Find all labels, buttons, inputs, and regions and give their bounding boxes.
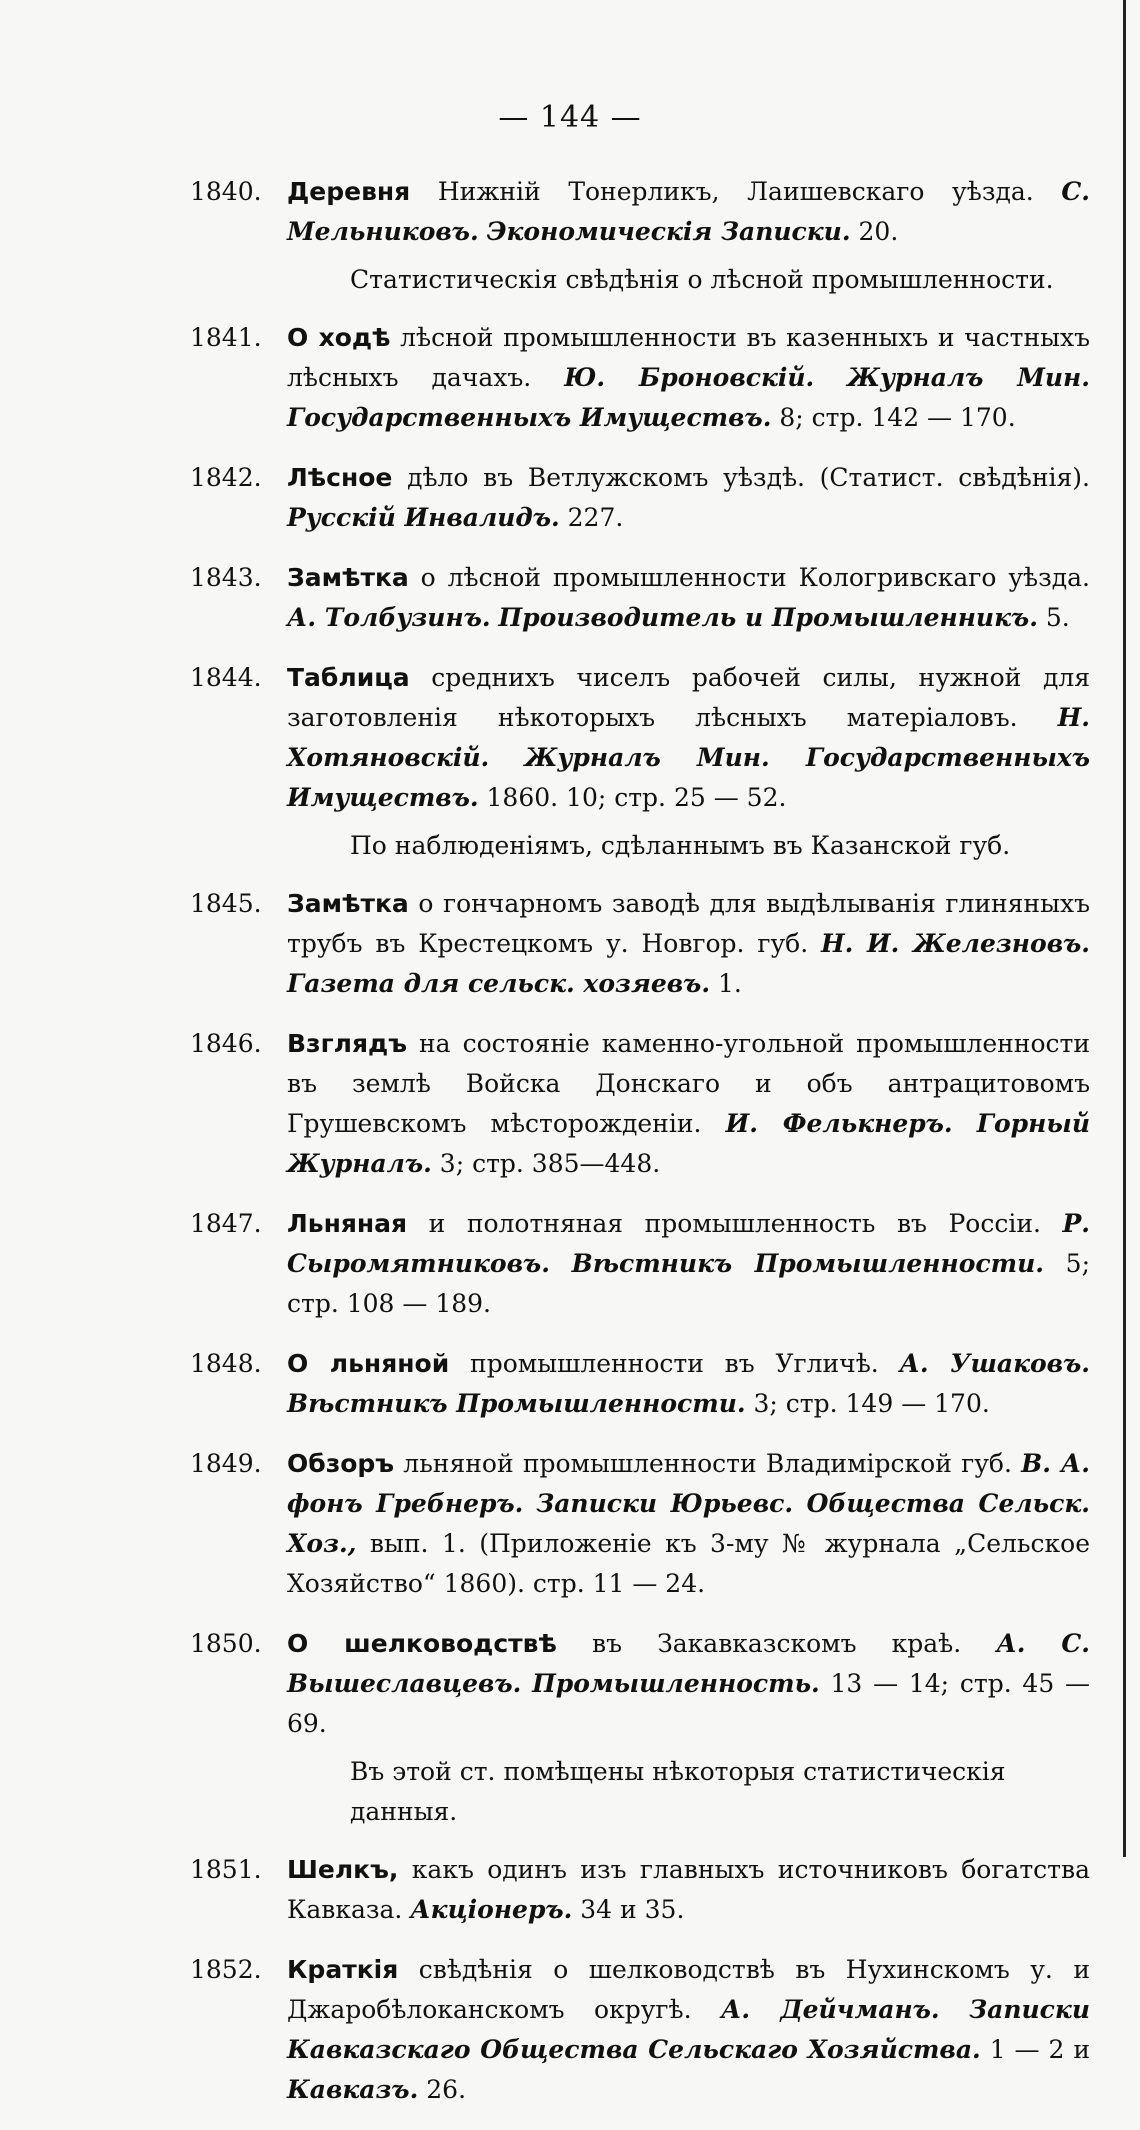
entry-author: Н. И. Железновъ.	[821, 929, 1091, 958]
entry-text: какъ одинъ изъ главныхъ источниковъ богатства Кавказа.	[287, 1855, 1090, 1924]
entry-citation: 5.	[1037, 603, 1070, 632]
entry-text: промышленности въ Угличѣ.	[449, 1349, 900, 1378]
bibliography-entry	[190, 1344, 1090, 1424]
entry-author: С. Мельниковъ.	[287, 177, 1090, 246]
entry-citation: 1 — 2 и	[980, 2035, 1091, 2064]
entry-number: 1844.	[190, 663, 262, 692]
entry-text: лѣсной промышленности въ казенныхъ и частныхъ лѣсныхъ дачахъ.	[287, 323, 1091, 392]
page-number: — 144 —	[498, 100, 642, 135]
entry-body	[287, 1344, 1090, 1424]
entry-citation: 8; стр. 142 — 170.	[771, 403, 1016, 432]
bibliography-entry	[190, 1850, 1090, 1930]
entry-note: Въ этой ст. помѣщены нѣкоторыя статистическія данныя.	[350, 1757, 1006, 1826]
entry-number: 1842.	[190, 463, 262, 492]
entry-author: А. Толбузинъ.	[287, 603, 491, 632]
bibliography-entry	[190, 558, 1090, 638]
entry-note: Статистическія свѣдѣнія о лѣсной промышленности.	[350, 265, 1054, 294]
entry-text: свѣдѣнія о шелководствѣ въ Нухинскомъ у. и Джаробѣлоканскомъ округѣ.	[287, 1955, 1090, 2024]
entry-body	[287, 1950, 1090, 2110]
entry-number: 1848.	[190, 1349, 262, 1378]
entry-lead-word: Лѣсное	[287, 463, 393, 492]
entry-body	[287, 884, 1090, 1004]
entry-citation: 5; стр. 108 — 189.	[287, 1249, 1091, 1318]
entry-lead-word: Льняная	[287, 1209, 408, 1238]
entry-citation: 3; стр. 149 — 170.	[745, 1389, 990, 1418]
entry-source: Записки Юрьевс. Общества Сельск. Хоз.,	[287, 1489, 1090, 1558]
entry-text: льняной промышленности Владимірской губ.	[394, 1449, 1022, 1478]
entry-text: Нижній Тонерликъ, Лаишевскаго уѣзда.	[410, 177, 1062, 206]
bibliography-entry	[190, 1624, 1090, 1744]
bibliography-entry	[190, 458, 1090, 538]
entry-author: Р. Сыромятниковъ.	[287, 1209, 1090, 1278]
entry-body	[287, 1204, 1090, 1324]
bibliography-entry	[190, 658, 1090, 818]
entry-body	[287, 458, 1090, 538]
entry-author: А. С. Вышеславцевъ.	[287, 1629, 1090, 1698]
entry-author: Ю. Броновскій.	[564, 363, 815, 392]
entry-citation: 13 — 14; стр. 45 — 69.	[287, 1669, 1090, 1738]
entry-text: въ Закавказскомъ краѣ.	[556, 1629, 997, 1658]
entry-lead-word: Замѣтка	[287, 889, 409, 918]
entry-lead-word: Замѣтка	[287, 563, 409, 592]
bibliography-list	[190, 172, 1090, 2130]
entry-text: на состояніе каменно-угольной промышленности въ землѣ Войска Донскаго и объ антрацитовомъ Грушевскомъ мѣсторожденіи.	[287, 1029, 1090, 1138]
entry-citation: 20.	[850, 217, 899, 246]
entry-citation-secondary: 26.	[418, 2075, 467, 2104]
entry-body	[287, 1024, 1090, 1184]
entry-body	[287, 172, 1090, 252]
entry-source: Журналъ Мин. Государственныхъ Имуществъ.	[287, 743, 1090, 812]
entry-source: Записки Кавказскаго Общества Сельскаго Хозяйства.	[287, 1995, 1090, 2064]
entry-number: 1846.	[190, 1029, 262, 1058]
entry-citation: 227.	[559, 503, 624, 532]
entry-text: дѣло въ Ветлужскомъ уѣздѣ. (Статист. свѣдѣнія).	[392, 463, 1090, 492]
entry-source: Газета для сельск. хозяевъ.	[287, 969, 711, 998]
entry-citation: 3; стр. 385—448.	[431, 1149, 661, 1178]
entry-lead-word: Шелкъ,	[287, 1855, 399, 1884]
entry-source: Акціонеръ.	[410, 1895, 573, 1924]
entry-number: 1847.	[190, 1209, 262, 1238]
entry-number: 1849.	[190, 1449, 262, 1478]
entry-number: 1841.	[190, 323, 262, 352]
entry-source-secondary: Кавказъ.	[287, 2075, 419, 2104]
entry-number: 1843.	[190, 563, 262, 592]
bibliography-entry	[190, 172, 1090, 252]
entry-citation: вып. 1. (Приложеніе къ 3-му № журнала „Сельское Хозяйство“ 1860). стр. 11 — 24.	[287, 1529, 1090, 1598]
entry-lead-word: Деревня	[287, 177, 411, 206]
entry-number: 1852.	[190, 1955, 262, 1984]
entry-citation: 1.	[710, 969, 742, 998]
entry-text: и полотняная промышленность въ Россіи.	[407, 1209, 1063, 1238]
entry-source: Вѣстникъ Промышленности.	[287, 1389, 746, 1418]
entry-body	[287, 318, 1090, 438]
bibliography-entry	[190, 318, 1090, 438]
entry-source: Русскій Инвалидъ.	[287, 503, 560, 532]
entry-author: В. А. фонъ Гребнеръ.	[287, 1449, 1090, 1518]
entry-author: А. Дейчманъ.	[721, 1995, 940, 2024]
entry-lead-word: Обзоръ	[287, 1449, 395, 1478]
entry-body	[287, 1850, 1090, 1930]
bibliography-entry	[190, 1204, 1090, 1324]
entry-number: 1850.	[190, 1629, 262, 1658]
entry-source: Журналъ Мин. Государственныхъ Имуществъ.	[287, 363, 1090, 432]
entry-author: Н. Хотяновскій.	[287, 703, 1090, 772]
entry-citation: 34 и 35.	[572, 1895, 685, 1924]
entry-number: 1840.	[190, 177, 262, 206]
entry-body	[287, 558, 1090, 638]
entry-text: среднихъ чиселъ рабочей силы, нужной для заготовленія нѣкоторыхъ лѣсныхъ матеріаловъ.	[287, 663, 1090, 732]
bibliography-entry	[190, 884, 1090, 1004]
bibliography-entry	[190, 1950, 1090, 2110]
entry-number: 1851.	[190, 1855, 262, 1884]
entry-source: Горный Журналъ.	[287, 1109, 1090, 1178]
entry-text: о гончарномъ заводѣ для выдѣлыванія глиняныхъ трубъ въ Крестецкомъ у. Новгор. губ.	[287, 889, 1090, 958]
entry-source: Производитель и Промышленникъ.	[498, 603, 1038, 632]
entry-lead-word: О ходѣ	[287, 323, 391, 352]
entry-lead-word: О льняной	[287, 1349, 450, 1378]
entry-lead-word: Взглядъ	[287, 1029, 407, 1058]
bibliography-entry	[190, 1024, 1090, 1184]
entry-lead-word: Таблица	[287, 663, 410, 692]
entry-source: Промышленность.	[532, 1669, 820, 1698]
entry-body	[287, 1624, 1090, 1744]
entry-citation: 1860. 10; стр. 25 — 52.	[478, 783, 787, 812]
entry-text: о лѣсной промышленности Кологривскаго уѣзда.	[408, 563, 1090, 592]
entry-body	[287, 658, 1090, 818]
entry-lead-word: Краткія	[287, 1955, 399, 1984]
entry-author: И. Фелькнеръ.	[725, 1109, 953, 1138]
bibliography-entry	[190, 1444, 1090, 1604]
entry-source: Экономическія Записки.	[486, 217, 851, 246]
entry-body	[287, 1444, 1090, 1604]
entry-source: Вѣстникъ Промышленности.	[571, 1249, 1044, 1278]
entry-lead-word: О шелководствѣ	[287, 1629, 557, 1658]
entry-note: По наблюденіямъ, сдѣланнымъ въ Казанской губ.	[350, 831, 1011, 860]
page-edge-rule	[1123, 0, 1126, 1857]
entry-number: 1845.	[190, 889, 262, 918]
entry-author: А. Ушаковъ.	[899, 1349, 1090, 1378]
